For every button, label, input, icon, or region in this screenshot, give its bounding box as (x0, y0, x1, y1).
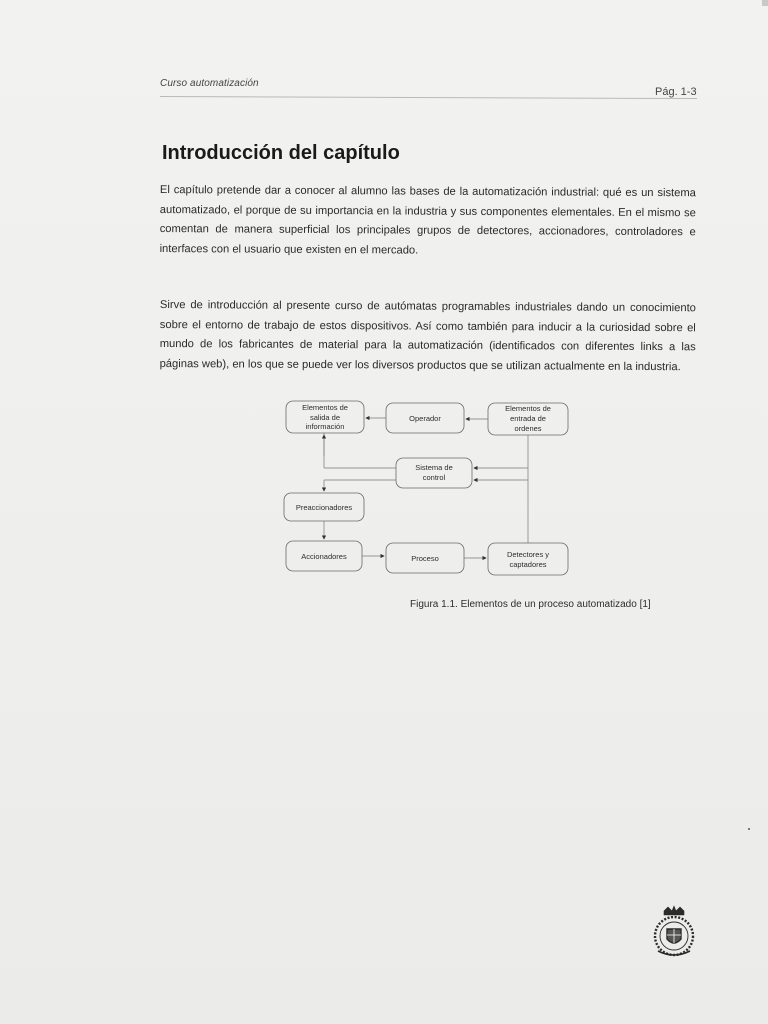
label-detectores-1: Detectores y (506, 550, 550, 559)
label-entrada-3: ordenes (514, 424, 542, 433)
label-salida-3: información (305, 422, 345, 431)
label-sistema-1: Sistema de (415, 463, 453, 472)
university-seal-icon (648, 905, 700, 959)
label-entrada-1: Elementos de (505, 404, 551, 413)
page-corner-mark (762, 0, 768, 6)
label-sistema-2: control (422, 473, 446, 482)
header-rule (160, 96, 697, 99)
label-accionadores: Accionadores (301, 552, 347, 561)
label-preaccionadores: Preaccionadores (295, 503, 353, 512)
automation-process-diagram (280, 396, 580, 586)
label-salida-2: salida de (309, 413, 341, 422)
label-proceso: Proceso (411, 554, 439, 563)
label-salida-1: Elementos de (302, 403, 348, 412)
context-paragraph: Sirve de introducción al presente curso de autómatas programables industriales dando un conocimiento sobre el entorno de trabajo de estos dispositivos. Así como también para inducir a la curiosidad sobre el mundo de los fabricantes de material para la automatización (identificados con diferentes links a las páginas web), en los que se puede ver los diversos productos que se utilizan actualmente en la industria. (159, 298, 696, 373)
speck-mark (748, 828, 750, 830)
running-header-course: Curso automatización (160, 78, 259, 89)
figure-caption: Figura 1.1. Elementos de un proceso automatizado [1] (410, 599, 651, 610)
box-detectores-captadores (488, 543, 568, 575)
label-detectores-2: captadores (509, 560, 547, 569)
intro-paragraph: El capítulo pretende dar a conocer al alumno las bases de la automatización industrial: qué es un sistema automatizado, el porque de su importancia en la industria y sus componentes elementales. En el mismo se comentan de manera superficial los principales grupos de detectores, accionadores, controladores e interfaces con el usuario que existen en el mercado. (159, 183, 696, 257)
section-title: Introducción del capítulo (162, 142, 400, 164)
label-operador: Operador (409, 414, 441, 423)
label-entrada-2: entrada de (510, 414, 546, 423)
page-number: Pág. 1-3 (655, 86, 697, 98)
